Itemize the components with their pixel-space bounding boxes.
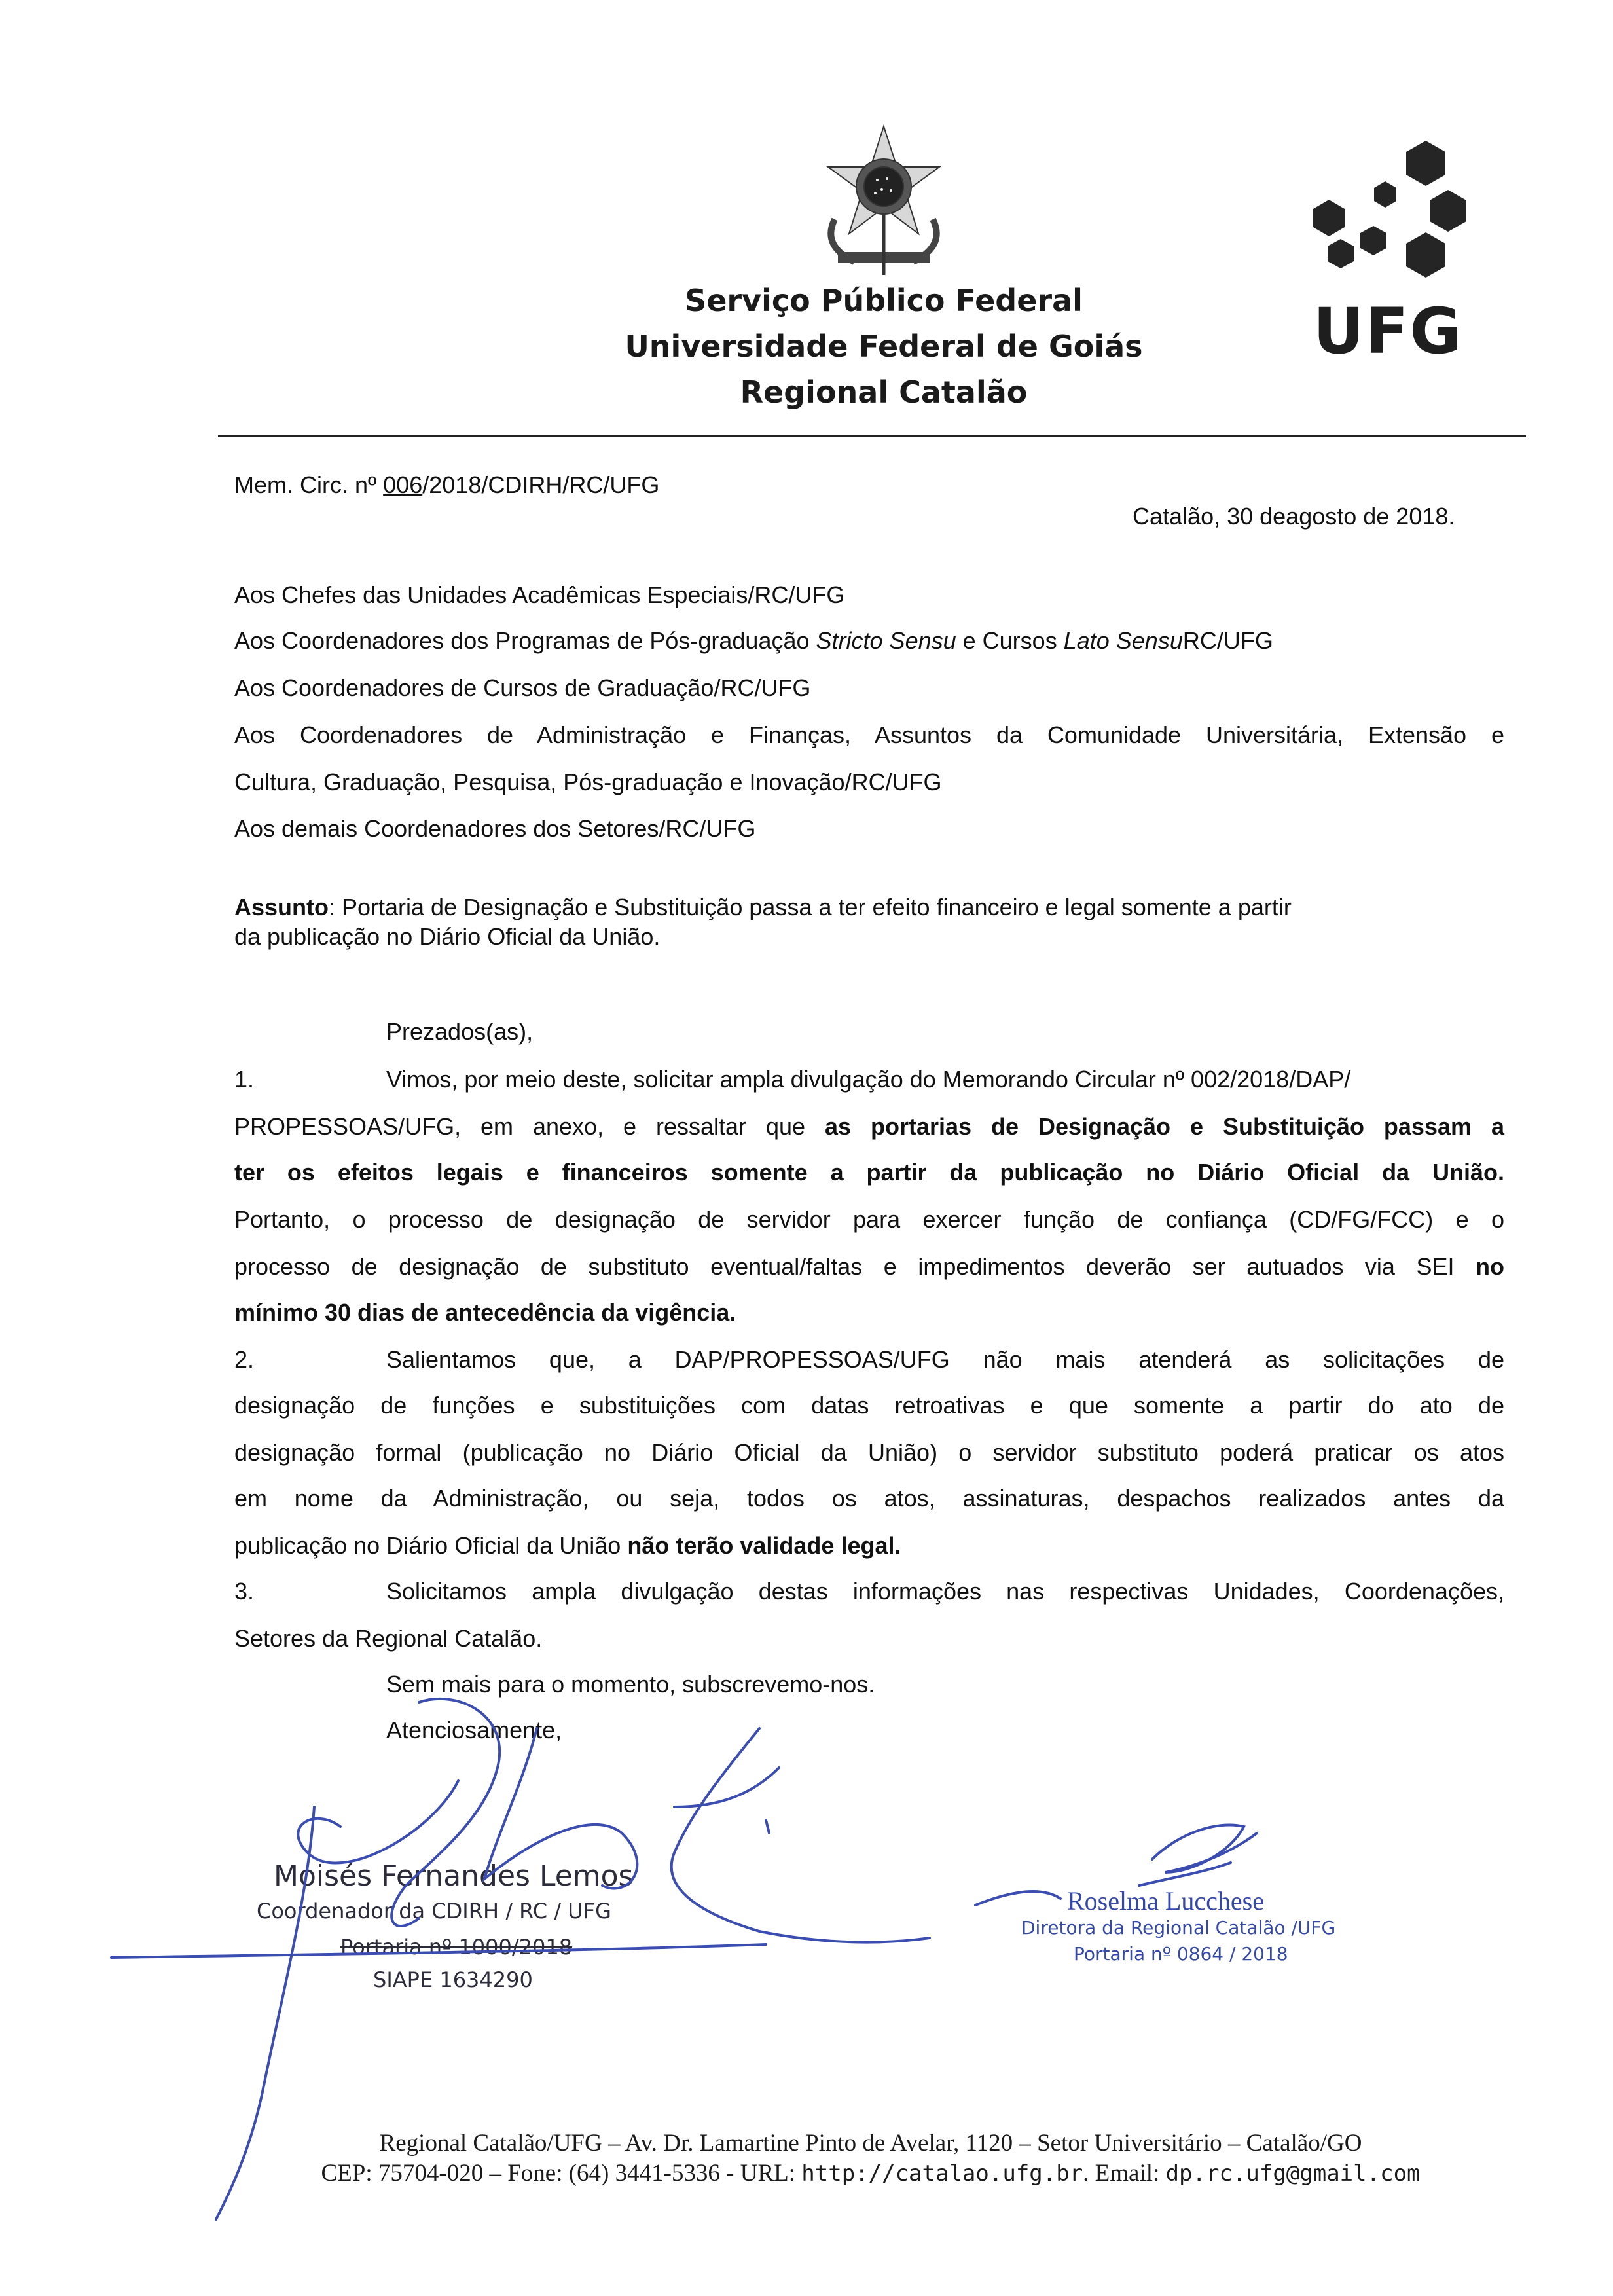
subject-line: Assunto: Portaria de Designação e Substituição passa a ter efeito financeiro e legal somente a partir bbox=[234, 894, 1292, 920]
paragraph-line: 2. Salientamos que, a DAP/PROPESSOAS/UFG não mais atenderá as solicitações de bbox=[234, 1346, 1504, 1373]
footer-url-link[interactable]: http://catalao.ufg.br bbox=[801, 2160, 1083, 2187]
signatory-role-right: Diretora da Regional Catalão /UFG bbox=[1021, 1917, 1336, 1939]
recipient-line: Cultura, Graduação, Pesquisa, Pós-graduação e Inovação/RC/UFG bbox=[234, 769, 942, 795]
footer-address: Regional Catalão/UFG – Av. Dr. Lamartine Pinto de Avelar, 1120 – Setor Universitário – Catalão/GO bbox=[379, 2130, 1362, 2157]
signatory-portaria-left: Portaria nº 1000/2018 bbox=[340, 1935, 573, 1959]
recipient-line: Aos Coordenadores dos Programas de Pós-graduação Stricto Sensu e Cursos Lato SensuRC/UFG bbox=[234, 627, 1273, 654]
greeting: Prezados(as), bbox=[386, 1018, 534, 1045]
header-university-title: Universidade Federal de Goiás bbox=[625, 329, 1143, 364]
memo-date: Catalão, 30 deagosto de 2018. bbox=[1133, 503, 1455, 530]
header-divider bbox=[218, 435, 1526, 437]
coat-of-arms-emblem bbox=[802, 121, 966, 285]
header-service-title: Serviço Público Federal bbox=[685, 283, 1083, 318]
paragraph-line: Portanto, o processo de designação de servidor para exercer função de confiança (CD/FG/FCC) e o bbox=[234, 1206, 1504, 1233]
recipient-line: Aos demais Coordenadores dos Setores/RC/UFG bbox=[234, 815, 756, 842]
recipient-line: Aos Coordenadores de Administração e Finanças, Assuntos da Comunidade Universitária, Extensão e bbox=[234, 721, 1504, 748]
ufg-logo-hexagons bbox=[1303, 128, 1473, 291]
recipient-line: Aos Coordenadores de Cursos de Graduação/RC/UFG bbox=[234, 674, 811, 701]
signatory-name-right: Roselma Lucchese bbox=[1067, 1886, 1264, 1916]
signatory-role-left: Coordenador da CDIRH / RC / UFG bbox=[257, 1899, 611, 1923]
paragraph-line: ter os efeitos legais e financeiros somente a partir da publicação no Diário Oficial da União. bbox=[234, 1159, 1504, 1186]
signatory-name-left: Moisés Fernandes Lemos bbox=[274, 1859, 634, 1893]
paragraph-line: designação de funções e substituições com datas retroativas e que somente a partir do ato de bbox=[234, 1392, 1504, 1419]
memo-reference: Mem. Circ. nº 006/2018/CDIRH/RC/UFG bbox=[234, 471, 660, 498]
header-regional-title: Regional Catalão bbox=[740, 374, 1028, 410]
recipient-line: Aos Chefes das Unidades Acadêmicas Especiais/RC/UFG bbox=[234, 581, 845, 608]
paragraph-line: PROPESSOAS/UFG, em anexo, e ressaltar que as portarias de Designação e Substituição passam a bbox=[234, 1113, 1504, 1140]
footer-email-link[interactable]: dp.rc.ufg@gmail.com bbox=[1165, 2160, 1421, 2187]
subject-line: da publicação no Diário Oficial da União. bbox=[234, 923, 661, 950]
paragraph-line: designação formal (publicação no Diário Oficial da União) o servidor substituto poderá praticar os atos bbox=[234, 1439, 1504, 1466]
paragraph-line: 3. Solicitamos ampla divulgação destas informações nas respectivas Unidades, Coordenações, bbox=[234, 1578, 1504, 1605]
signatory-portaria-right: Portaria nº 0864 / 2018 bbox=[1074, 1943, 1288, 1965]
paragraph-line: Setores da Regional Catalão. bbox=[234, 1625, 543, 1652]
paragraph-line: processo de designação de substituto eventual/faltas e impedimentos deverão ser autuados via SEI no bbox=[234, 1253, 1504, 1280]
closing-line: Atenciosamente, bbox=[386, 1717, 562, 1743]
paragraph-line: 1. Vimos, por meio deste, solicitar ampla divulgação do Memorando Circular nº 002/2018/DAP/ bbox=[234, 1066, 1351, 1093]
signatory-siape-left: SIAPE 1634290 bbox=[373, 1967, 533, 1992]
paragraph-line: publicação no Diário Oficial da União não terão validade legal. bbox=[234, 1532, 901, 1559]
closing-line: Sem mais para o momento, subscrevemo-nos. bbox=[386, 1671, 875, 1698]
paragraph-line: mínimo 30 dias de antecedência da vigência. bbox=[234, 1299, 736, 1326]
paragraph-line: em nome da Administração, ou seja, todos os atos, assinaturas, despachos realizados antes da bbox=[234, 1485, 1504, 1512]
footer-contact: CEP: 75704-020 – Fone: (64) 3441-5336 - URL: http://catalao.ufg.br. Email: dp.rc.ufg@gmail.com bbox=[321, 2160, 1421, 2187]
ufg-logo-text: UFG bbox=[1313, 295, 1463, 368]
